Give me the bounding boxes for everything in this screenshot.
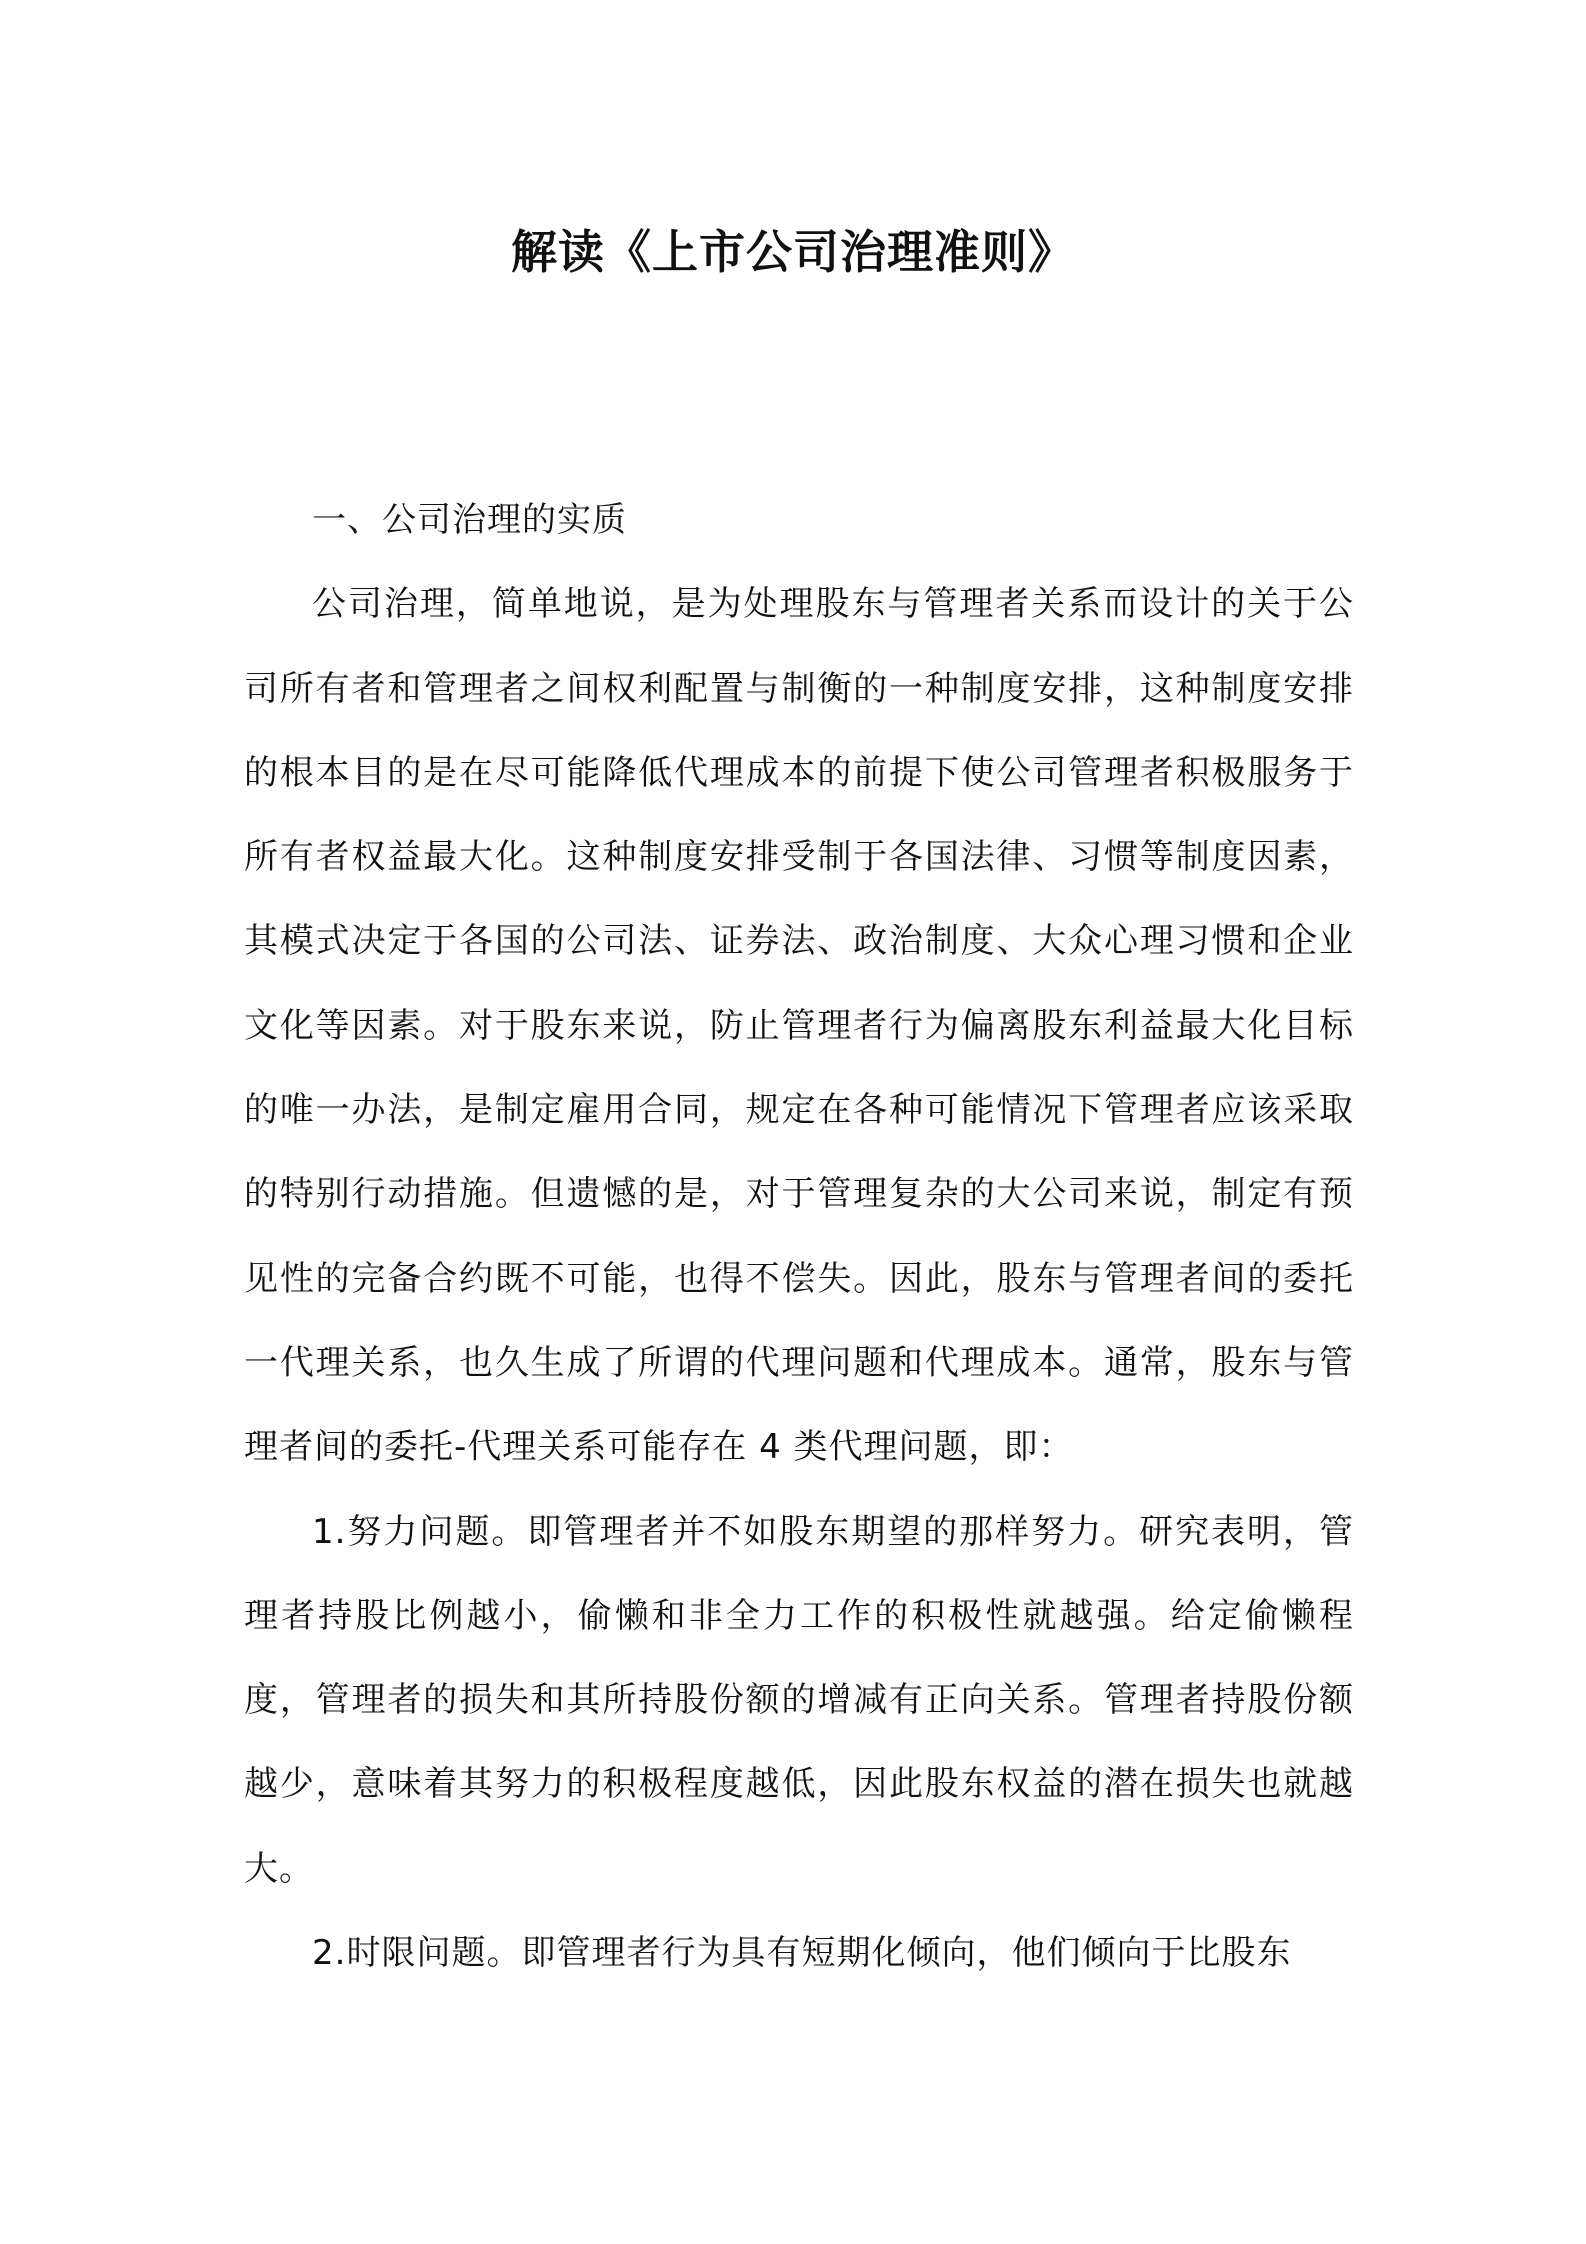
document-title: 解读《上市公司治理准则》 xyxy=(511,225,1075,279)
document-body xyxy=(244,478,1354,1995)
paragraph-effort-problem: 1.努力问题。即管理者并不如股东期望的那样努力。研究表明，管理者持股比例越小，偷懒和非全力工作的积极性就越强。给定偷懒程度，管理者的损失和其所持股份额的增减有正向关系。管理者持股份额越少，意味着其努力的积极程度越低，因此股东权益的潜在损失也就越大。 xyxy=(244,1511,1354,1889)
section-heading: 一、公司治理的实质 xyxy=(312,500,627,540)
paragraph-time-horizon-problem: 2.时限问题。即管理者行为具有短期化倾向，他们倾向于比股东 xyxy=(312,1933,1292,1974)
paragraph-governance-definition: 公司治理，简单地说，是为处理股东与管理者关系而设计的关于公司所有者和管理者之间权利配置与制衡的一种制度安排，这种制度安排的根本目的是在尽可能降低代理成本的前提下使公司管理者积极服务于所有者权益最大化。这种制度安排受制于各国法律、习惯等制度因素，其模式决定于各国的公司法、证券法、政治制度、大众心理习惯和企业文化等因素。对于股东来说，防止管理者行为偏离股东利益最大化目标的唯一办法，是制定雇用合同，规定在各种可能情况下管理者应该采取的特别行动措施。但遗憾的是，对于管理复杂的大公司来说，制定有预见性的完备合约既不可能，也得不偿失。因此，股东与管理者间的委托一代理关系，也久生成了所谓的代理问题和代理成本。通常，股东与管理者间的委托-代理关系可能存在 4 类代理问题，即： xyxy=(244,584,1354,1468)
